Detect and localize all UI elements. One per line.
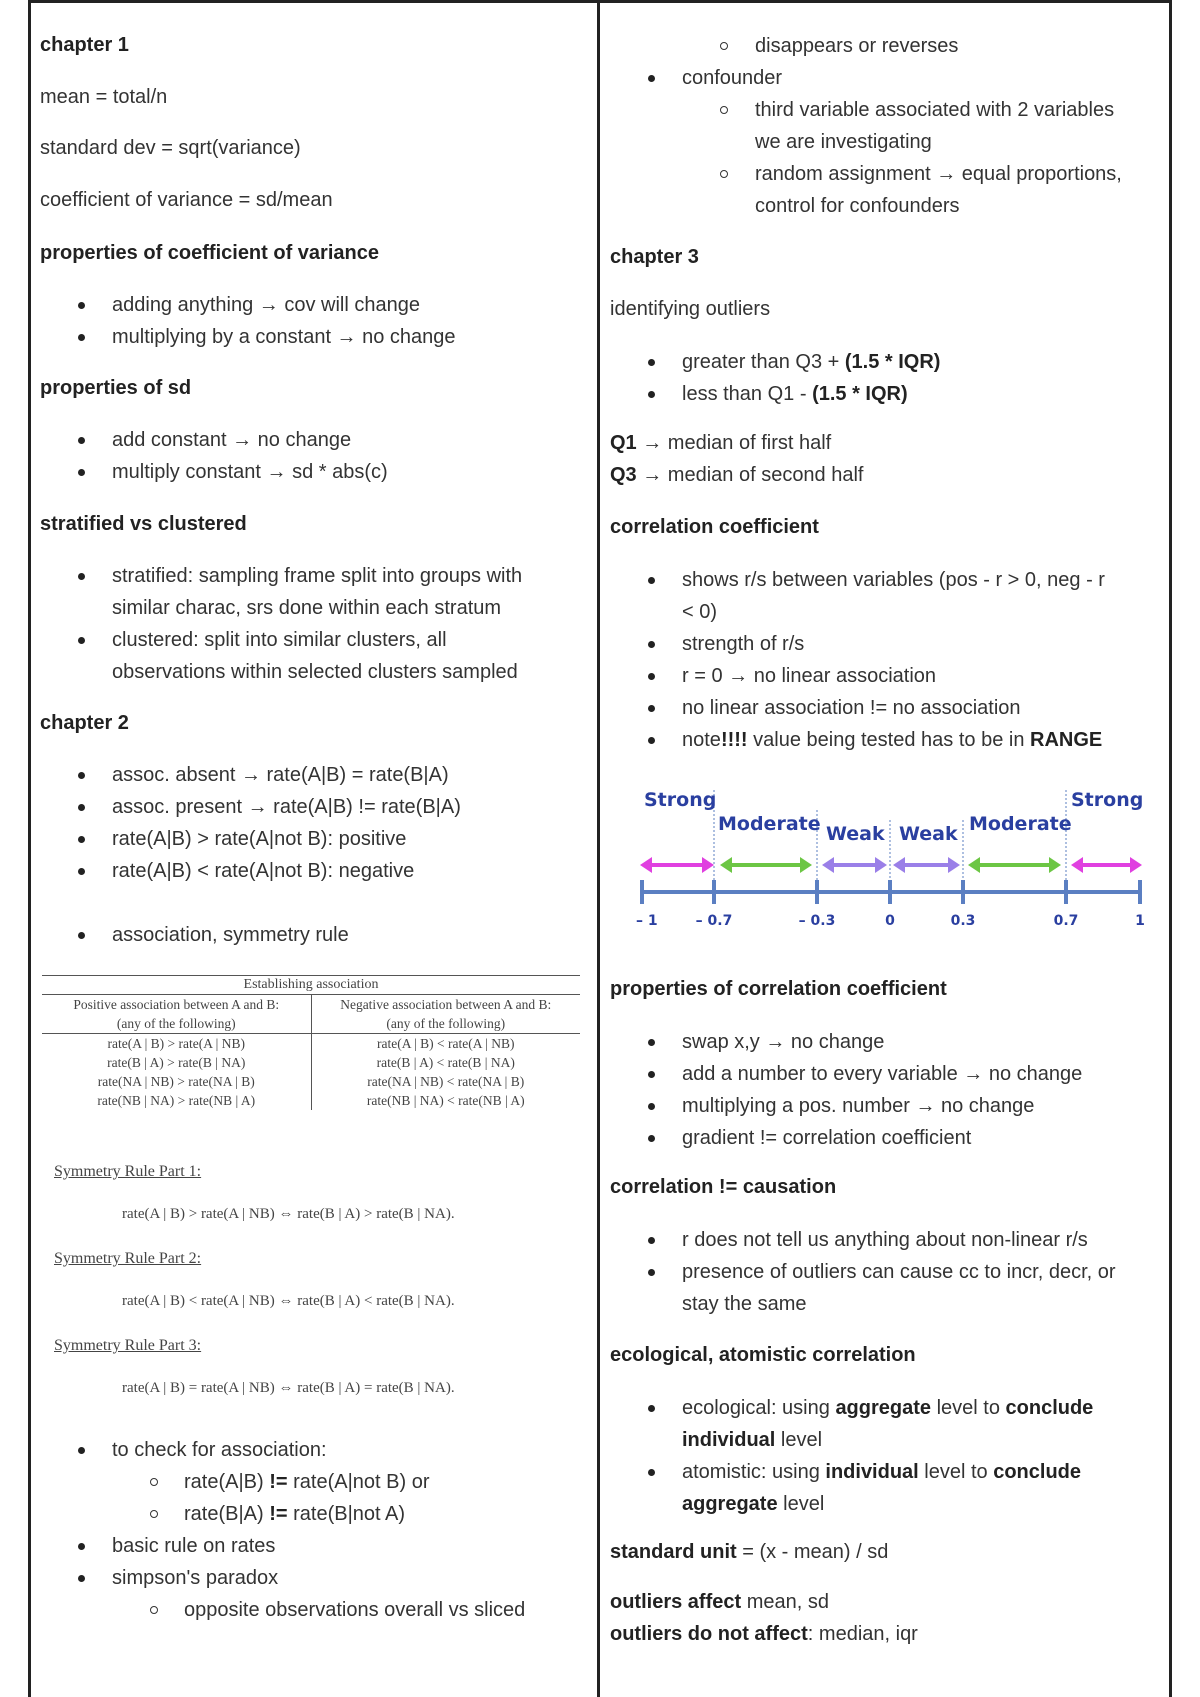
moderate-left-label: Moderate <box>718 813 821 835</box>
bullet-icon <box>648 1103 655 1110</box>
q1-definition <box>610 427 831 459</box>
q3-definition <box>610 459 863 491</box>
table-title: Establishing association <box>42 975 580 994</box>
list-item-continued: observations within selected clusters sampled <box>112 661 518 683</box>
list-item <box>682 724 1102 756</box>
q3-label: Q3 <box>610 464 637 486</box>
bullet-icon <box>648 1135 655 1142</box>
list-item-continued: < 0) <box>682 601 718 623</box>
symmetry-rule-1-title: Symmetry Rule Part 1: <box>54 1163 202 1180</box>
circle-bullet-icon <box>150 1478 158 1486</box>
bullet-icon <box>78 637 85 644</box>
table-header-negative: Negative association between A and B: <box>340 997 552 1012</box>
list-item: stratified: sampling frame split into groups with <box>112 565 523 587</box>
tick-label: 0.3 <box>950 913 976 929</box>
cov-properties-heading: properties of coefficient of variance <box>40 242 379 264</box>
note-text: value being tested has to be in <box>747 729 1030 751</box>
list-item: multiplying a pos. number → no change <box>682 1095 1035 1117</box>
list-item: r = 0 → no linear association <box>682 665 937 687</box>
table-subheader: (any of the following) <box>386 1016 506 1031</box>
eco-bold: conclude <box>993 1461 1082 1483</box>
note-text: note <box>682 729 721 751</box>
strength-arrows <box>640 857 1142 873</box>
check-text: rate(B|A) <box>184 1503 270 1525</box>
note-exclaim: !!!! <box>720 729 748 751</box>
symmetry-rule-2-equation: rate(A | B) < rate(A | NB) ⇔ rate(B | A) < rate(B | NA). <box>122 1293 455 1309</box>
outliers-heading: identifying outliers <box>610 298 771 320</box>
bullet-icon <box>648 1269 655 1276</box>
table-cell: rate(A | B) < rate(A | NB) <box>377 1036 515 1051</box>
stratified-heading: stratified vs clustered <box>40 513 247 535</box>
correlation-coefficient-heading: correlation coefficient <box>610 516 819 538</box>
circle-bullet-icon <box>150 1606 158 1614</box>
cov-formula: coefficient of variance = sd/mean <box>40 189 333 211</box>
list-item: swap x,y → no change <box>682 1031 885 1053</box>
list-item: no linear association != no association <box>682 697 1021 719</box>
outliers-not-affect-text: : median, iqr <box>807 1623 918 1645</box>
tick-label: – 1 <box>636 913 658 929</box>
tick-labels <box>636 913 1145 929</box>
list-item: shows r/s between variables (pos - r > 0, neg - r <box>682 569 1105 591</box>
sub-list-item: disappears or reverses <box>755 35 959 57</box>
strong-right-label: Strong <box>1071 789 1144 811</box>
list-item: clustered: split into similar clusters, all <box>112 629 447 651</box>
list-item: rate(A|B) > rate(A|not B): positive <box>112 828 407 850</box>
table-cell: rate(NA | NB) < rate(NA | B) <box>367 1074 525 1089</box>
scale-axis <box>640 880 1142 904</box>
list-item-continued <box>682 1488 824 1520</box>
bullet-icon <box>78 1575 85 1582</box>
cc-properties-heading: properties of correlation coefficient <box>610 978 947 1000</box>
circle-bullet-icon <box>720 42 728 50</box>
check-text: rate(B|not A) <box>287 1503 406 1525</box>
list-item <box>682 378 908 410</box>
bullet-icon <box>648 1071 655 1078</box>
bullet-icon <box>648 1039 655 1046</box>
list-item <box>682 1392 1093 1424</box>
standard-unit-text: = (x - mean) / sd <box>736 1541 889 1563</box>
moderate-right-label: Moderate <box>969 813 1072 835</box>
bullet-icon <box>648 577 655 584</box>
bullet-icon <box>78 302 85 309</box>
tick-label: – 0.3 <box>798 913 836 929</box>
symmetry-rule-3-title: Symmetry Rule Part 3: <box>54 1337 202 1354</box>
table-cell: rate(A | B) > rate(A | NB) <box>42 1034 311 1054</box>
sub-list-item <box>184 1498 405 1530</box>
strength-labels <box>644 789 1143 845</box>
list-item: multiplying by a constant → no change <box>112 326 456 348</box>
bullet-icon <box>648 391 655 398</box>
symmetry-rule-1-equation: rate(A | B) > rate(A | NB) ⇔ rate(B | A) > rate(B | NA). <box>122 1206 455 1222</box>
symmetry-rule-3-equation: rate(A | B) = rate(A | NB) ⇔ rate(B | A) = rate(B | NA). <box>122 1380 455 1396</box>
table-row <box>42 1034 580 1054</box>
eco-bold: conclude <box>1005 1397 1094 1419</box>
outliers-not-affect <box>610 1618 918 1650</box>
outlier-formula: (1.5 * IQR) <box>844 351 941 373</box>
list-item: basic rule on rates <box>112 1535 276 1557</box>
tick-label: 1 <box>1135 913 1145 929</box>
eco-text: level <box>777 1493 825 1515</box>
tick-label: 0.7 <box>1053 913 1079 929</box>
list-item-continued: stay the same <box>682 1293 807 1315</box>
table-cell: rate(NB | NA) < rate(NB | A) <box>366 1093 525 1108</box>
sd-properties-heading: properties of sd <box>40 377 192 399</box>
outlier-formula: (1.5 * IQR) <box>812 383 908 405</box>
list-item: add constant → no change <box>112 429 352 451</box>
bullet-icon <box>648 1469 655 1476</box>
sub-list-item-continued: control for confounders <box>755 195 960 217</box>
bullet-icon <box>648 75 655 82</box>
table-header-positive: Positive association between A and B: <box>42 995 311 1015</box>
standard-unit-formula <box>610 1536 888 1568</box>
table-row <box>42 1072 580 1091</box>
table-row <box>42 1053 580 1072</box>
eco-bold: individual <box>682 1429 776 1451</box>
weak-left-label: Weak <box>826 823 885 845</box>
sub-list-item: opposite observations overall vs sliced <box>184 1599 526 1621</box>
table-subheader: (any of the following) <box>42 1014 311 1034</box>
ecological-heading: ecological, atomistic correlation <box>610 1344 916 1366</box>
list-item: adding anything → cov will change <box>112 294 420 316</box>
tick-label: – 0.7 <box>695 913 733 929</box>
tick-label: 0 <box>885 913 895 929</box>
list-item-continued: similar charac, srs done within each stratum <box>112 597 502 619</box>
list-item: r does not tell us anything about non-linear r/s <box>682 1229 1088 1251</box>
bullet-icon <box>78 469 85 476</box>
table-row <box>42 1091 580 1110</box>
table-cell: rate(NB | NA) > rate(NB | A) <box>42 1091 311 1110</box>
list-item: presence of outliers can cause cc to incr, decr, or <box>682 1261 1116 1283</box>
bullet-icon <box>78 573 85 580</box>
outlier-text: less than Q1 - <box>682 383 813 405</box>
table-cell: rate(NA | NB) > rate(NA | B) <box>42 1072 311 1091</box>
bullet-icon <box>648 359 655 366</box>
eco-text: atomistic: using <box>682 1461 826 1483</box>
bullet-icon <box>78 334 85 341</box>
list-item: assoc. absent → rate(A|B) = rate(B|A) <box>112 764 449 786</box>
q3-text: → median of second half <box>636 464 864 486</box>
eco-text: level to <box>931 1397 1006 1419</box>
weak-right-label: Weak <box>899 823 958 845</box>
causation-heading: correlation != causation <box>610 1176 837 1198</box>
check-text: rate(A|not B) or <box>287 1471 430 1493</box>
bullet-icon <box>78 836 85 843</box>
bullet-icon <box>78 437 85 444</box>
eco-text: level <box>775 1429 823 1451</box>
sd-formula: standard dev = sqrt(variance) <box>40 137 301 159</box>
chapter-3-heading: chapter 3 <box>610 246 699 268</box>
outliers-affect <box>610 1586 829 1618</box>
bullet-icon <box>648 641 655 648</box>
list-item: simpson's paradox <box>112 1567 279 1589</box>
bullet-icon <box>648 737 655 744</box>
bullet-icon <box>78 932 85 939</box>
eco-bold: individual <box>825 1461 919 1483</box>
list-item: confounder <box>682 67 783 89</box>
q1-text: → median of first half <box>636 432 832 454</box>
bullet-icon <box>648 1405 655 1412</box>
standard-unit-label: standard unit <box>610 1541 737 1563</box>
list-item: assoc. present → rate(A|B) != rate(B|A) <box>112 796 461 818</box>
check-text: rate(A|B) <box>184 1471 270 1493</box>
bullet-icon <box>648 1237 655 1244</box>
circle-bullet-icon <box>720 106 728 114</box>
list-item: rate(A|B) < rate(A|not B): negative <box>112 860 415 882</box>
not-equal-symbol: != <box>269 1503 288 1525</box>
not-equal-symbol: != <box>269 1471 288 1493</box>
eco-text: ecological: using <box>682 1397 836 1419</box>
eco-text: level to <box>918 1461 994 1483</box>
list-item: add a number to every variable → no change <box>682 1063 1083 1085</box>
table-cell: rate(B | A) < rate(B | NA) <box>376 1055 515 1070</box>
bullet-icon <box>78 804 85 811</box>
list-item <box>682 1456 1081 1488</box>
list-item: multiply constant → sd * abs(c) <box>112 461 388 483</box>
symmetry-rule-2-title: Symmetry Rule Part 2: <box>54 1250 202 1267</box>
column-divider <box>597 0 600 1697</box>
association-table <box>42 975 580 1110</box>
table-cell: rate(B | A) > rate(B | NA) <box>42 1053 311 1072</box>
range-label: RANGE <box>1030 729 1103 751</box>
outlier-text: greater than Q3 + <box>682 351 845 373</box>
list-item <box>682 346 940 378</box>
circle-bullet-icon <box>720 170 728 178</box>
list-item: to check for association: <box>112 1439 327 1461</box>
bullet-icon <box>78 868 85 875</box>
sub-list-item-continued: we are investigating <box>755 131 932 153</box>
list-item: gradient != correlation coefficient <box>682 1127 972 1149</box>
outliers-not-affect-label: outliers do not affect <box>610 1623 808 1645</box>
bullet-icon <box>648 673 655 680</box>
sub-list-item <box>184 1466 429 1498</box>
chapter-2-heading: chapter 2 <box>40 712 129 734</box>
sub-list-item: random assignment → equal proportions, <box>755 163 1122 185</box>
circle-bullet-icon <box>150 1510 158 1518</box>
sub-list-item: third variable associated with 2 variables <box>755 99 1115 121</box>
eco-bold: aggregate <box>835 1397 932 1419</box>
strong-left-label: Strong <box>644 789 717 811</box>
bullet-icon <box>78 772 85 779</box>
list-item: association, symmetry rule <box>112 924 349 946</box>
outliers-affect-text: mean, sd <box>741 1591 829 1613</box>
outliers-affect-label: outliers affect <box>610 1591 742 1613</box>
mean-formula: mean = total/n <box>40 86 168 108</box>
q1-label: Q1 <box>610 432 637 454</box>
eco-bold: aggregate <box>682 1493 778 1515</box>
bullet-icon <box>78 1543 85 1550</box>
bullet-icon <box>78 1447 85 1454</box>
bullet-icon <box>648 705 655 712</box>
list-item-continued <box>682 1424 822 1456</box>
chapter-1-heading: chapter 1 <box>40 34 129 56</box>
correlation-strength-scale <box>636 780 1156 940</box>
list-item: strength of r/s <box>682 633 805 655</box>
